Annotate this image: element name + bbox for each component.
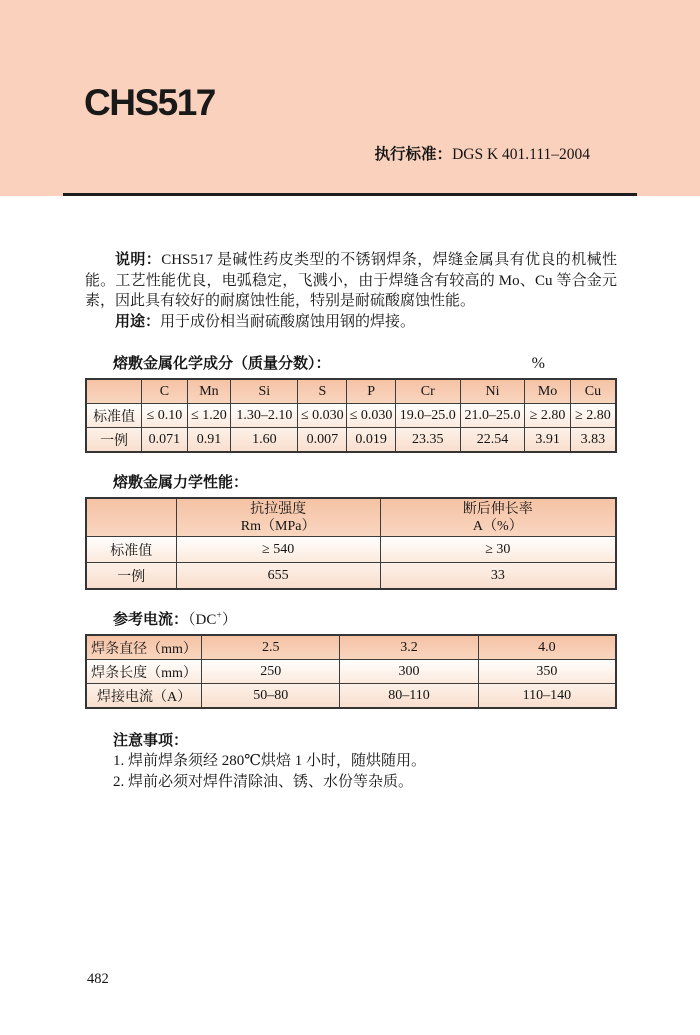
cell: 250 — [202, 660, 340, 684]
cell: 23.35 — [395, 428, 460, 453]
column-header — [380, 498, 616, 537]
notes-title: 注意事项： — [113, 733, 189, 750]
cell: 110–140 — [478, 684, 616, 709]
table-row — [86, 660, 616, 684]
table-row — [86, 635, 616, 660]
table-row — [86, 428, 616, 453]
chemical-composition-table — [85, 378, 617, 453]
cell: 350 — [478, 660, 616, 684]
cell: 655 — [176, 563, 380, 590]
row-label: 标准值 — [86, 537, 176, 563]
column-header-line1: 抗拉强度 — [250, 501, 307, 517]
cell: 1.30–2.10 — [231, 404, 298, 428]
cell: ≤ 0.10 — [142, 404, 188, 428]
chemical-corner-cell — [86, 379, 142, 404]
cell: 300 — [340, 660, 478, 684]
cell: ≥ 2.80 — [525, 404, 571, 428]
cell: ≤ 0.030 — [347, 404, 396, 428]
cell: 3.83 — [570, 428, 616, 453]
column-header-line2: Rm（MPa） — [240, 518, 316, 534]
column-header: S — [298, 379, 347, 404]
description-paragraph — [85, 250, 617, 312]
row-label: 焊条直径（mm） — [86, 635, 202, 660]
cell: 3.2 — [340, 635, 478, 660]
reference-current-table — [85, 634, 617, 709]
cell: 3.91 — [525, 428, 571, 453]
note-item: 1. 焊前焊条须经 280℃烘焙 1 小时，随烘随用。 — [113, 753, 427, 770]
column-header: Mn — [187, 379, 230, 404]
cell: 0.91 — [187, 428, 230, 453]
cell: ≤ 1.20 — [187, 404, 230, 428]
mechanical-corner-cell — [86, 498, 176, 537]
cell: 0.019 — [347, 428, 396, 453]
cell: 22.54 — [460, 428, 525, 453]
cell: 4.0 — [478, 635, 616, 660]
column-header-line2: A（%） — [472, 518, 523, 534]
cell: 0.007 — [298, 428, 347, 453]
column-header: C — [142, 379, 188, 404]
current-table-title — [85, 610, 617, 630]
cell: ≥ 30 — [380, 537, 616, 563]
chemical-table-title-text: 熔敷金属化学成分（质量分数）： — [113, 356, 331, 373]
row-label: 焊接电流（A） — [86, 684, 202, 709]
header-band — [0, 0, 700, 196]
header-rule — [63, 193, 637, 196]
chemical-table-header-row — [86, 379, 616, 404]
row-label: 标准值 — [86, 404, 142, 428]
column-header-line1: 断后伸长率 — [462, 501, 533, 517]
cell: 33 — [380, 563, 616, 590]
row-label: 一例 — [86, 563, 176, 590]
current-table-title-label: 参考电流： — [113, 612, 189, 629]
chemical-table-unit: % — [531, 355, 545, 373]
cell: ≥ 2.80 — [570, 404, 616, 428]
description-text: CHS517 是碱性药皮类型的不锈钢焊条，焊缝金属具有优良的机械性能。工艺性能优良，电弧稳定，飞溅小，由于焊缝含有较高的 Mo、Cu 等合金元素，因此具有较好的耐腐蚀性能，特别是耐硫酸腐蚀性能。 — [85, 252, 617, 310]
column-header: Cr — [395, 379, 460, 404]
cell: 50–80 — [202, 684, 340, 709]
column-header — [176, 498, 380, 537]
row-label: 焊条长度（mm） — [86, 660, 202, 684]
column-header: Cu — [570, 379, 616, 404]
column-header: Si — [231, 379, 298, 404]
cell: 2.5 — [202, 635, 340, 660]
page-title: CHS517 — [84, 82, 215, 123]
table-row — [86, 404, 616, 428]
page-content — [0, 250, 700, 793]
cell: 80–110 — [340, 684, 478, 709]
cell: 21.0–25.0 — [460, 404, 525, 428]
table-row — [86, 684, 616, 709]
cell: 1.60 — [231, 428, 298, 453]
column-header: Mo — [525, 379, 571, 404]
current-table-title-note: （DC+） — [188, 610, 237, 629]
usage-text: 用于成份相当耐硫酸腐蚀用钢的焊接。 — [160, 313, 416, 330]
standard-label: 执行标准： — [374, 146, 453, 163]
page-number: 482 — [87, 971, 109, 987]
cell: ≥ 540 — [176, 537, 380, 563]
chemical-table-title — [85, 354, 617, 374]
table-row — [86, 537, 616, 563]
description-label: 说明： — [115, 252, 162, 268]
mechanical-properties-table — [85, 497, 617, 590]
note-item: 2. 焊前必须对焊件清除油、锈、水份等杂质。 — [113, 774, 414, 791]
mechanical-table-header-row — [86, 498, 616, 537]
standard-value: DGS K 401.111–2004 — [452, 146, 590, 163]
usage-label: 用途： — [115, 313, 161, 330]
usage-paragraph — [85, 312, 617, 333]
column-header: Ni — [460, 379, 525, 404]
table-row — [86, 563, 616, 590]
cell: 0.071 — [142, 428, 188, 453]
standard-line — [375, 142, 590, 164]
row-label: 一例 — [86, 428, 142, 453]
column-header: P — [347, 379, 396, 404]
mechanical-table-title: 熔敷金属力学性能： — [113, 475, 249, 492]
cell: ≤ 0.030 — [298, 404, 347, 428]
cell: 19.0–25.0 — [395, 404, 460, 428]
